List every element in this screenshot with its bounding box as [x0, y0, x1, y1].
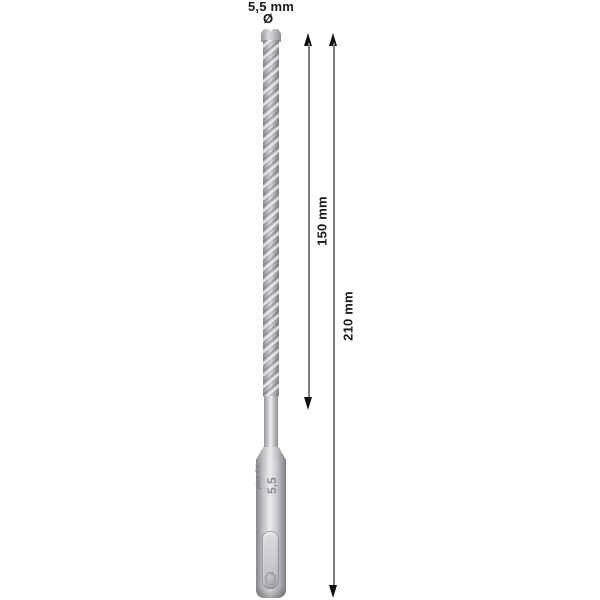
drill-bit-sds-shank: plus 5X 5,5	[256, 459, 286, 598]
dimension-label-text: 150 mm	[314, 196, 330, 246]
diameter-value-label: 5,5 mm	[247, 0, 294, 14]
sds-groove	[262, 531, 279, 589]
dimension-line	[308, 43, 310, 400]
dimension-line-working-length	[304, 33, 313, 410]
drill-bit-spiral-flutes	[263, 40, 279, 397]
sds-groove-recess	[265, 572, 276, 586]
drill-bit-neck	[264, 396, 278, 448]
arrow-down-icon	[329, 585, 337, 598]
dimension-line	[333, 43, 335, 588]
arrow-down-icon	[304, 397, 312, 410]
diameter-symbol: Ø	[262, 11, 274, 26]
dimension-line-total-length	[329, 33, 338, 598]
dimension-label-text: 210 mm	[340, 291, 356, 341]
